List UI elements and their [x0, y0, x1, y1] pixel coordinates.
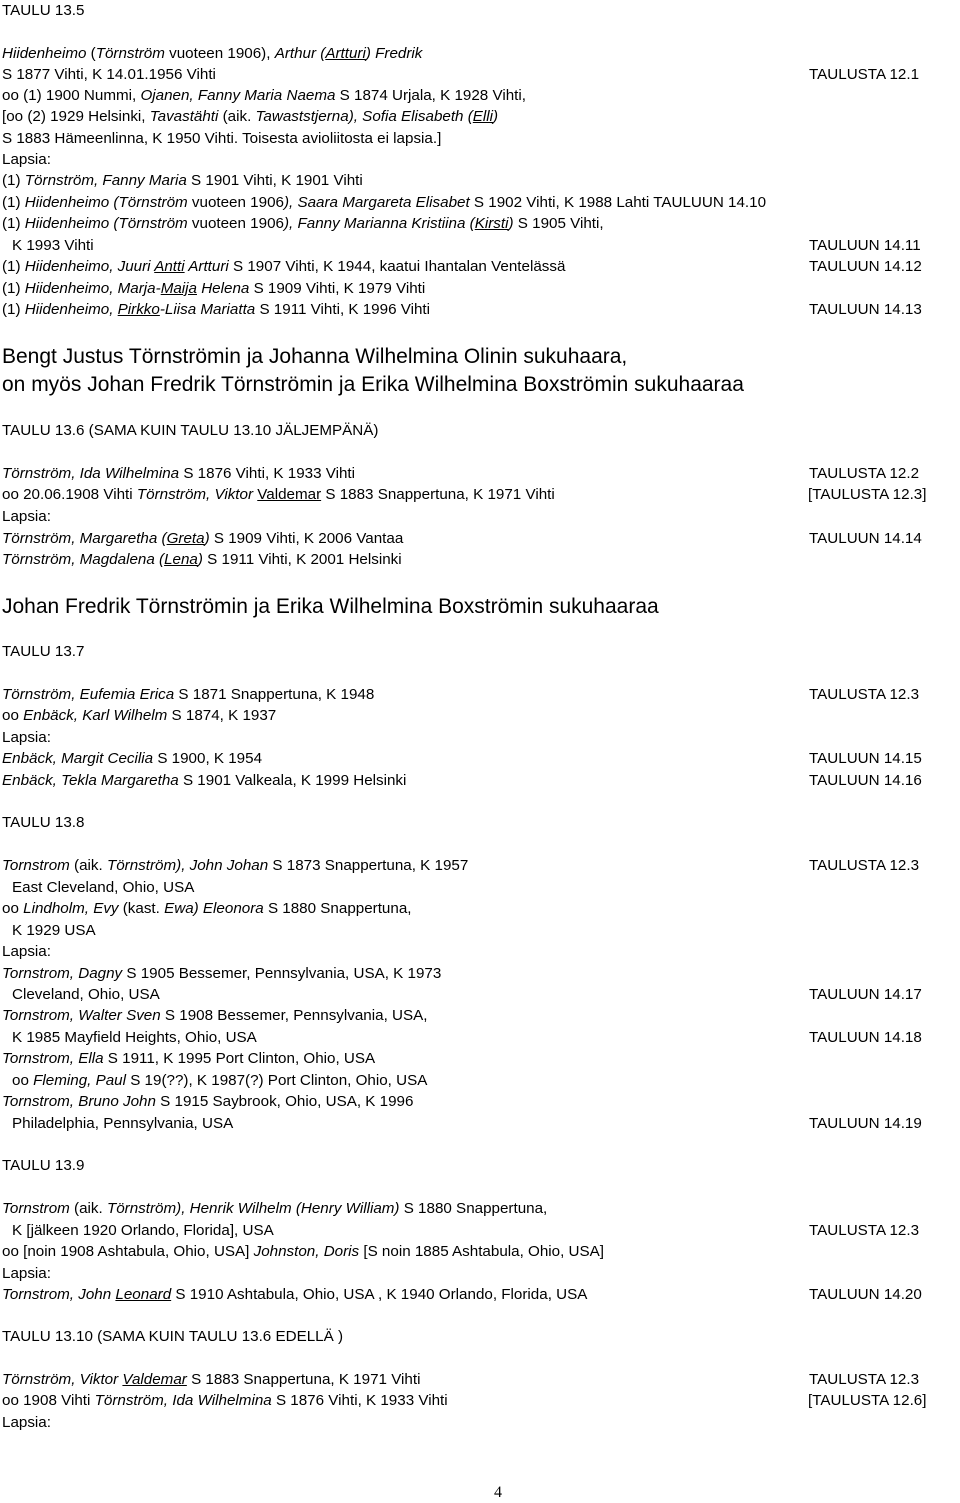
table-reference: TAULUUN 14.12	[809, 258, 922, 275]
text-line	[2, 857, 468, 875]
text-line	[2, 1371, 420, 1389]
text-segment: S 1873 Snappertuna, K 1957	[268, 857, 469, 874]
text-line	[2, 772, 406, 790]
text-line	[12, 986, 160, 1004]
text-segment: (aik.	[69, 1200, 107, 1217]
text-segment: K 1929 USA	[12, 922, 96, 939]
text-segment: S 1900, K 1954	[153, 750, 263, 767]
table-reference: TAULUSTA 12.1	[809, 66, 920, 83]
text-segment: S 1909 Vihti, K 1979 Vihti	[249, 280, 426, 297]
text-line	[12, 1072, 427, 1090]
text-segment: S 1905 Vihti,	[513, 215, 604, 232]
text-segment: (1)	[2, 258, 25, 275]
text-segment: S 1876 Vihti, K 1933 Vihti	[179, 465, 356, 482]
text-segment: oo	[12, 1072, 34, 1089]
text-segment: S 1908 Bessemer, Pennsylvania, USA,	[160, 1007, 428, 1024]
text-segment: K 1985 Mayfield Heights, Ohio, USA	[12, 1029, 257, 1046]
text-line	[2, 215, 604, 233]
text-line	[12, 1029, 257, 1047]
text-segment: )	[508, 215, 514, 232]
text-line	[2, 1050, 375, 1068]
text-segment: Artturi	[325, 45, 366, 62]
text-segment: Lapsia:	[2, 943, 51, 960]
text-segment: Bengt Justus Törnströmin ja Johanna Wilhelmina Olinin sukuhaara,	[2, 345, 628, 368]
text-segment: Hiidenheimo	[2, 45, 87, 62]
text-segment: S 1880 Snappertuna,	[399, 1200, 548, 1217]
text-segment: Enbäck, Tekla Margaretha	[2, 772, 179, 789]
table-reference: [TAULUSTA 12.3]	[808, 486, 927, 503]
text-segment: S 1883 Hämeenlinna, K 1950 Vihti. Toisesta avioliitosta ei lapsia.]	[2, 130, 442, 147]
text-segment: Törnström	[95, 45, 165, 62]
text-segment: [oo (2) 1929 Helsinki,	[2, 108, 150, 125]
text-line	[2, 508, 51, 526]
text-segment: Törnström), Henrik Wilhelm (Henry William)	[106, 1200, 400, 1217]
text-line	[2, 707, 276, 725]
table-reference: TAULUSTA 12.3	[809, 1222, 920, 1239]
text-segment: Törnström, Viktor	[136, 486, 258, 503]
text-line	[12, 237, 94, 255]
text-line	[2, 108, 498, 126]
text-segment: Arthur (	[274, 45, 326, 62]
text-line	[12, 1222, 274, 1240]
text-segment: TAULU 13.9	[2, 1157, 85, 1174]
table-reference: TAULUSTA 12.3	[809, 857, 920, 874]
text-segment: S 1901 Vihti, K 1901 Vihti	[186, 172, 363, 189]
text-segment: vuoteen 1906	[187, 215, 284, 232]
text-segment: K 1993 Vihti	[12, 237, 94, 254]
text-segment: Lapsia:	[2, 151, 51, 168]
text-line	[2, 301, 430, 319]
text-segment: Leonard	[115, 1286, 172, 1303]
text-segment: Hiidenheimo (Törnström	[24, 215, 188, 232]
table-reference: TAULUUN 14.20	[809, 1286, 922, 1303]
text-segment: S 1911 Vihti, K 1996 Vihti	[255, 301, 431, 318]
text-segment: )	[197, 551, 203, 568]
text-segment: TAULU 13.7	[2, 643, 85, 660]
text-segment: (aik.	[69, 857, 107, 874]
text-line	[12, 922, 96, 940]
text-segment: Enbäck, Karl Wilhelm	[23, 707, 168, 724]
text-segment: Kirsti	[474, 215, 509, 232]
text-segment: oo	[2, 900, 24, 917]
text-segment: Tornstrom, John	[2, 1286, 116, 1303]
text-line	[2, 1007, 427, 1025]
text-segment: Enbäck, Margit Cecilia	[2, 750, 154, 767]
text-segment: oo 1908 Vihti	[2, 1392, 95, 1409]
text-segment: Törnström, Viktor	[2, 1371, 123, 1388]
table-reference: [TAULUSTA 12.6]	[808, 1392, 927, 1409]
table-reference: TAULUUN 14.11	[809, 237, 921, 254]
text-segment: ), Saara Margareta Elisabet	[283, 194, 470, 211]
text-line	[2, 530, 403, 548]
table-reference: TAULUSTA 12.2	[809, 465, 920, 482]
text-segment: TAULU 13.5	[2, 2, 85, 19]
text-segment: Elli	[472, 108, 494, 125]
table-reference: TAULUUN 14.14	[809, 530, 922, 547]
text-segment: Tavastähti	[149, 108, 219, 125]
text-line	[2, 194, 766, 212]
table-reference: TAULUUN 14.13	[809, 301, 922, 318]
text-line	[2, 66, 216, 84]
text-line	[2, 900, 412, 918]
text-segment: TAULU 13.10 (SAMA KUIN TAULU 13.6 EDELLÄ )	[2, 1328, 344, 1345]
text-segment: S 1915 Saybrook, Ohio, USA, K 1996	[155, 1093, 414, 1110]
text-segment: vuoteen 1906	[187, 194, 284, 211]
table-reference: TAULUUN 14.17	[809, 986, 922, 1003]
text-line	[2, 943, 51, 961]
text-segment: Ojanen, Fanny Maria Naema	[140, 87, 336, 104]
text-line	[2, 643, 84, 661]
text-segment: (1)	[2, 301, 25, 318]
text-line	[2, 258, 565, 276]
text-segment: (1)	[2, 194, 25, 211]
text-segment: Hiidenheimo (Törnström	[24, 194, 188, 211]
text-segment: (kast.	[118, 900, 165, 917]
text-segment: S 1911 Vihti, K 2001 Helsinki	[202, 551, 402, 568]
text-segment: (1)	[2, 172, 25, 189]
text-segment: oo (1) 1900 Nummi,	[2, 87, 141, 104]
text-segment: Lapsia:	[2, 1414, 51, 1431]
table-reference: TAULUUN 14.19	[809, 1115, 922, 1132]
text-segment: Lapsia:	[2, 729, 51, 746]
text-line	[2, 486, 555, 504]
text-segment: Tornstrom, Walter Sven	[2, 1007, 161, 1024]
text-segment: Lapsia:	[2, 508, 51, 525]
text-segment: Törnström, Margaretha (	[2, 530, 167, 547]
page-number: 4	[494, 1484, 502, 1501]
text-segment: oo [noin 1908 Ashtabula, Ohio, USA]	[2, 1243, 254, 1260]
text-segment: (1)	[2, 280, 25, 297]
text-segment: Artturi	[184, 258, 229, 275]
text-line	[2, 130, 441, 148]
text-segment: (	[86, 45, 96, 62]
text-segment: Johan Fredrik Törnströmin ja Erika Wilhelmina Boxströmin sukuhaaraa	[2, 595, 659, 618]
text-segment: S 1880 Snappertuna,	[263, 900, 412, 917]
text-segment: Fleming, Paul	[33, 1072, 126, 1089]
table-reference: TAULUUN 14.16	[809, 772, 922, 789]
text-segment: Valdemar	[122, 1371, 187, 1388]
text-segment: ) Fredrik	[365, 45, 423, 62]
text-line	[2, 1286, 587, 1304]
text-line	[2, 1392, 448, 1410]
text-segment: Tornstrom, Ella	[2, 1050, 104, 1067]
text-line	[2, 280, 425, 298]
text-segment: Maija	[160, 280, 197, 297]
text-segment: S 1901 Valkeala, K 1999 Helsinki	[178, 772, 407, 789]
text-segment: Tornstrom	[2, 857, 70, 874]
section-heading	[2, 593, 659, 621]
table-reference: TAULUUN 14.18	[809, 1029, 922, 1046]
text-line	[2, 465, 355, 483]
text-line	[2, 814, 84, 832]
text-line	[2, 729, 51, 747]
text-segment: Törnström, Ida Wilhelmina	[2, 465, 180, 482]
text-segment: Hiidenheimo, Marja-	[24, 280, 161, 297]
text-segment: S 1902 Vihti, K 1988 Lahti TAULUUN 14.10	[469, 194, 767, 211]
text-segment: Johnston, Doris	[253, 1243, 360, 1260]
text-segment: Törnström), John Johan	[106, 857, 269, 874]
text-segment: Törnström, Fanny Maria	[24, 172, 187, 189]
text-segment: Törnström, Magdalena (	[2, 551, 165, 568]
text-segment: on myös Johan Fredrik Törnströmin ja Erika Wilhelmina Boxströmin sukuhaaraa	[2, 373, 744, 396]
text-line	[2, 750, 262, 768]
text-segment: East Cleveland, Ohio, USA	[12, 879, 195, 896]
text-line	[2, 1200, 547, 1218]
table-reference: TAULUSTA 12.3	[809, 1371, 920, 1388]
text-segment: S 1907 Vihti, K 1944, kaatui Ihantalan Ventelässä	[228, 258, 566, 275]
text-segment: S 1883 Snappertuna, K 1971 Vihti	[186, 1371, 421, 1388]
text-line	[2, 172, 363, 190]
text-segment: Tornstrom	[2, 1200, 70, 1217]
text-segment: ), Fanny Marianna Kristiina (	[283, 215, 475, 232]
text-line	[2, 422, 378, 440]
text-segment: Valdemar	[257, 486, 322, 503]
text-line	[2, 1414, 51, 1432]
text-segment: Törnström, Eufemia Erica	[2, 686, 175, 703]
text-line	[12, 1115, 233, 1133]
text-line	[2, 151, 51, 169]
text-segment: Greta	[166, 530, 205, 547]
text-segment: TAULU 13.6 (SAMA KUIN TAULU 13.10 JÄLJEMPÄNÄ)	[2, 422, 379, 439]
text-segment: S 1877 Vihti, K 14.01.1956 Vihti	[2, 66, 216, 83]
text-line	[2, 1328, 343, 1346]
text-segment: S 1874 Urjala, K 1928 Vihti,	[335, 87, 526, 104]
text-segment: Philadelphia, Pennsylvania, USA	[12, 1115, 234, 1132]
text-segment: S 19(??), K 1987(?) Port Clinton, Ohio, USA	[125, 1072, 428, 1089]
text-segment: S 1876 Vihti, K 1933 Vihti	[271, 1392, 448, 1409]
text-segment: Hiidenheimo,	[24, 301, 118, 318]
text-segment: Hiidenheimo, Juuri	[24, 258, 155, 275]
text-segment: Cleveland, Ohio, USA	[12, 986, 160, 1003]
text-segment: (aik.	[218, 108, 256, 125]
text-segment: Ewa) Eleonora	[164, 900, 264, 917]
text-segment: oo	[2, 707, 24, 724]
text-segment: oo 20.06.1908 Vihti	[2, 486, 137, 503]
text-line	[2, 686, 374, 704]
text-segment: Lapsia:	[2, 1265, 51, 1282]
text-segment: K [jälkeen 1920 Orlando, Florida], USA	[12, 1222, 274, 1239]
text-line	[2, 965, 441, 983]
text-segment: TAULU 13.8	[2, 814, 85, 831]
text-line	[2, 45, 422, 63]
text-line	[12, 879, 194, 897]
text-segment: Tornstrom, Dagny	[2, 965, 123, 982]
text-segment: -Liisa Mariatta	[159, 301, 256, 318]
text-segment: Lena	[164, 551, 198, 568]
text-segment: Lindholm, Evy	[23, 900, 119, 917]
table-reference: TAULUUN 14.15	[809, 750, 922, 767]
text-segment: )	[204, 530, 210, 547]
text-segment: Pirkko	[117, 301, 160, 318]
section-heading	[2, 371, 744, 399]
text-line	[2, 1157, 84, 1175]
text-line	[2, 551, 402, 569]
text-segment: vuoteen 1906),	[164, 45, 275, 62]
text-segment: S 1911, K 1995 Port Clinton, Ohio, USA	[103, 1050, 376, 1067]
text-segment: S 1909 Vihti, K 2006 Vantaa	[209, 530, 404, 547]
text-segment: S 1905 Bessemer, Pennsylvania, USA, K 1973	[122, 965, 442, 982]
text-segment: Helena	[196, 280, 250, 297]
section-heading	[2, 343, 627, 371]
text-segment: (1)	[2, 215, 25, 232]
text-segment: S 1871 Snappertuna, K 1948	[174, 686, 375, 703]
text-segment: Törnström, Ida Wilhelmina	[94, 1392, 272, 1409]
text-line	[2, 2, 84, 20]
text-segment: S 1910 Ashtabula, Ohio, USA , K 1940 Orlando, Florida, USA	[171, 1286, 588, 1303]
text-segment: S 1883 Snappertuna, K 1971 Vihti	[321, 486, 555, 503]
text-segment: S 1874, K 1937	[167, 707, 277, 724]
text-line	[2, 87, 526, 105]
text-segment: Antti	[154, 258, 185, 275]
text-line	[2, 1243, 604, 1261]
table-reference: TAULUSTA 12.3	[809, 686, 920, 703]
text-line	[2, 1265, 51, 1283]
text-segment: [S noin 1885 Ashtabula, Ohio, USA]	[359, 1243, 604, 1260]
text-line	[2, 1093, 413, 1111]
text-segment: )	[493, 108, 499, 125]
text-segment: Tornstrom, Bruno John	[2, 1093, 156, 1110]
text-segment: Tawaststjerna), Sofia Elisabeth (	[255, 108, 473, 125]
